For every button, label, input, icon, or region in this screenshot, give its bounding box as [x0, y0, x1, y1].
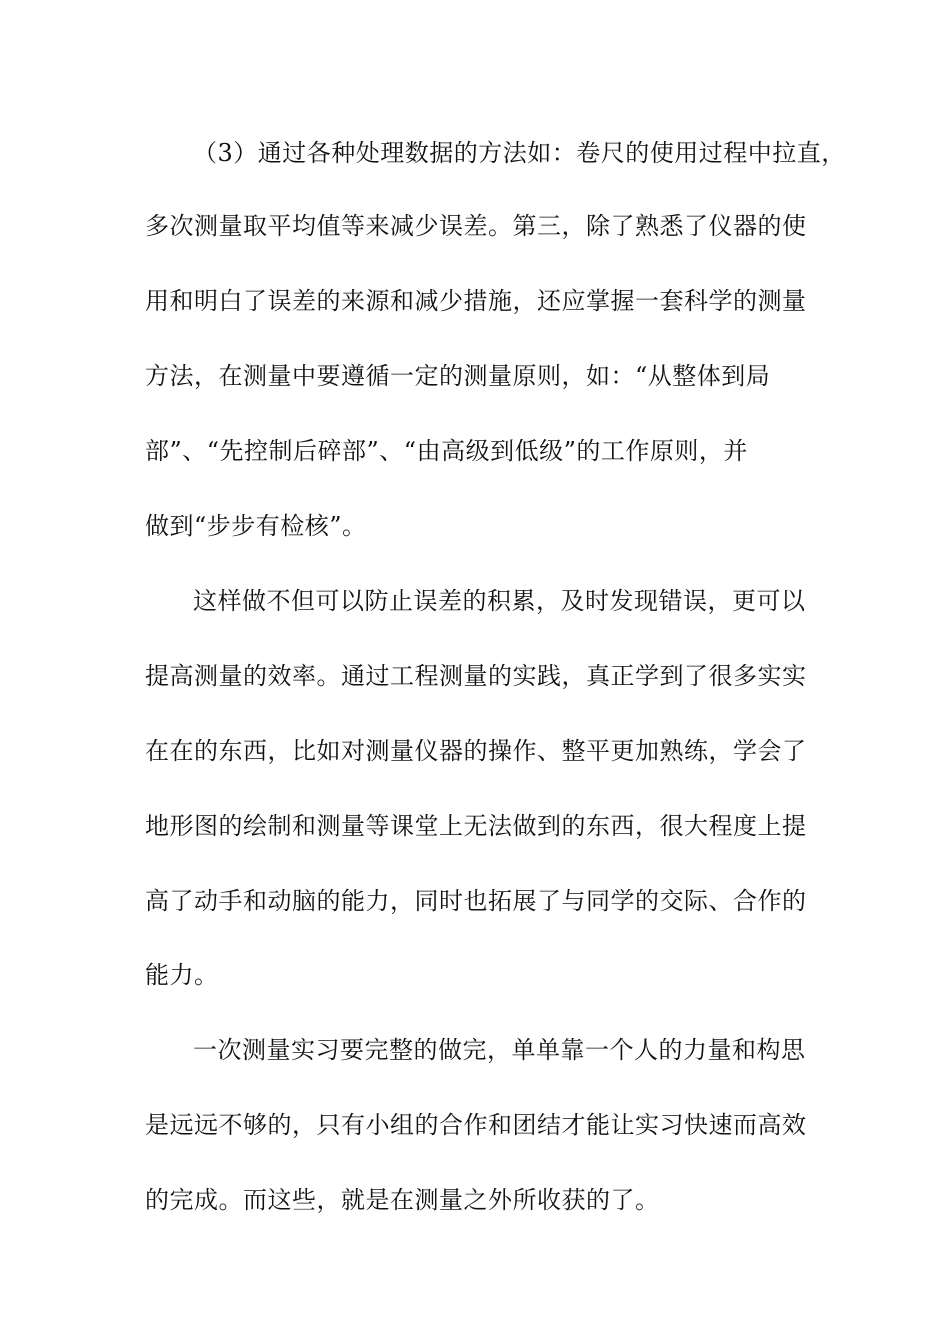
text-line: 的完成。而这些，就是在测量之外所收获的了。	[145, 1186, 660, 1214]
text-line: 用和明白了误差的来源和减少措施，还应掌握一套科学的测量	[145, 287, 807, 315]
text-line: 高了动手和动脑的能力，同时也拓展了与同学的交际、合作的	[145, 887, 807, 915]
text-line: 在在的东西，比如对测量仪器的操作、整平更加熟练，学会了	[145, 737, 807, 765]
text-line: 地形图的绘制和测量等课堂上无法做到的东西，很大程度上提	[145, 812, 807, 840]
text-line: 方法，在测量中要遵循一定的测量原则，如：“从整体到局	[145, 362, 771, 390]
text-line: 一次测量实习要完整的做完，单单靠一个人的力量和构思	[193, 1036, 806, 1064]
text-line: 是远远不够的，只有小组的合作和团结才能让实习快速而高效	[145, 1111, 807, 1139]
text-line: 能力。	[145, 961, 219, 989]
text-line: 部”、“先控制后碎部”、“由高级到低级”的工作原则，并	[145, 437, 748, 465]
text-line: （3）通过各种处理数据的方法如：卷尺的使用过程中拉直，	[193, 139, 846, 167]
text-line: 这样做不但可以防止误差的积累，及时发现错误，更可以	[193, 587, 806, 615]
text-line: 做到“步步有检核”。	[145, 512, 367, 540]
text-line: 多次测量取平均值等来减少误差。第三，除了熟悉了仪器的使	[145, 212, 807, 240]
text-line: 提高测量的效率。通过工程测量的实践，真正学到了很多实实	[145, 662, 807, 690]
